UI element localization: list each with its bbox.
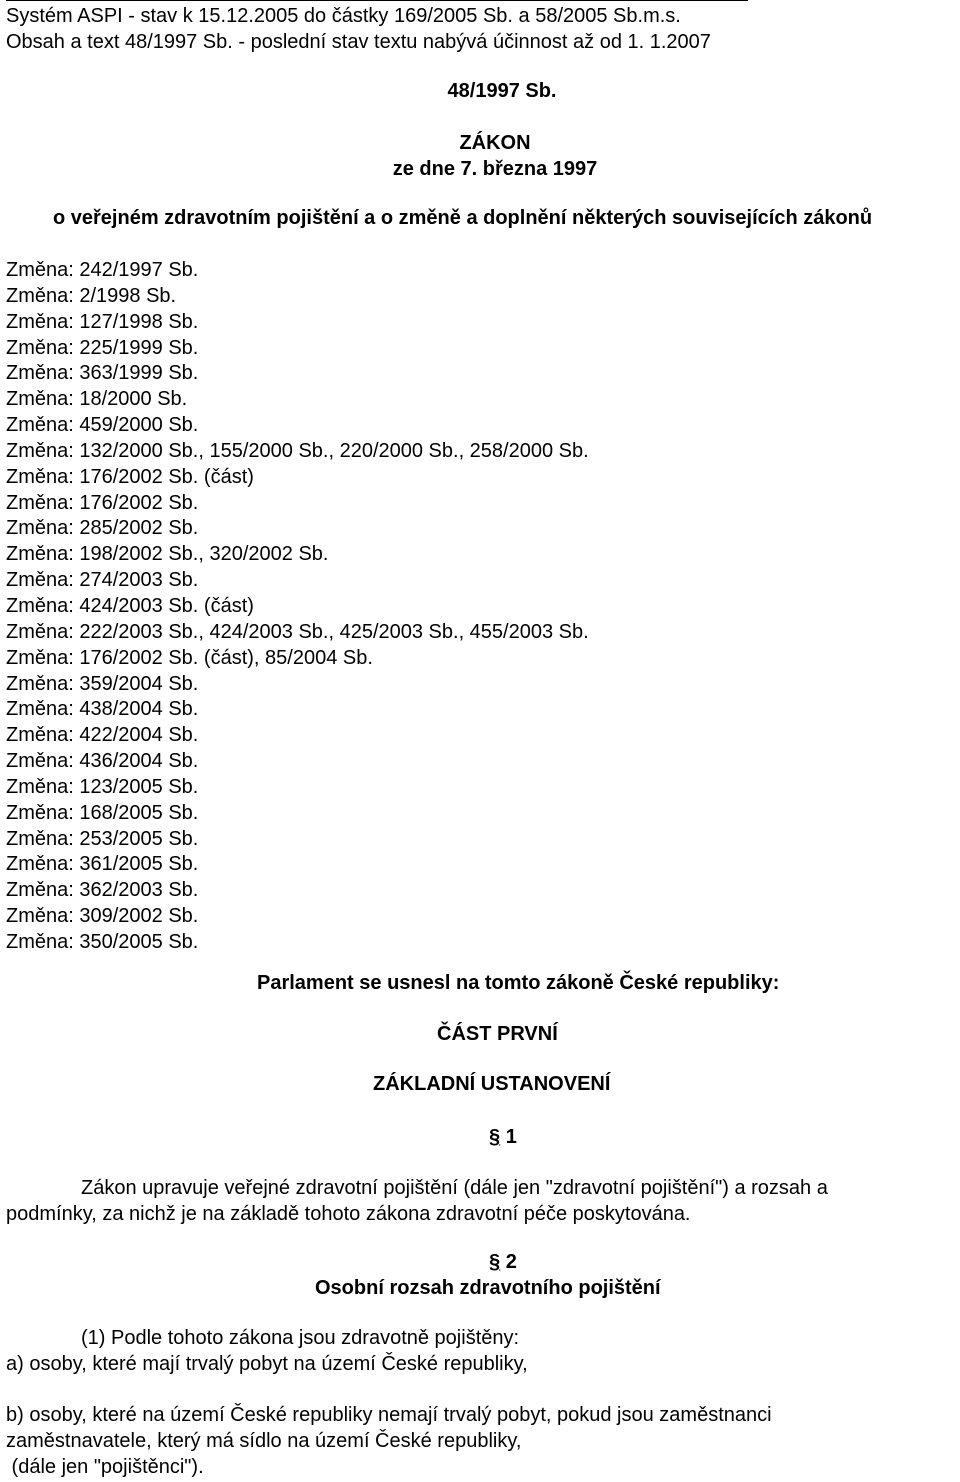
change-item: Změna: 168/2005 Sb. (6, 801, 199, 824)
change-item: Změna: 459/2000 Sb. (6, 414, 199, 437)
change-item: Změna: 176/2002 Sb. (část), 85/2004 Sb. (6, 646, 373, 669)
change-item: Změna: 18/2000 Sb. (6, 388, 188, 411)
section-2-item-b-line-2: zaměstnavatele, který má sídlo na území České republiky, (6, 1430, 522, 1452)
change-item: Změna: 309/2002 Sb. (6, 905, 199, 928)
changes-list (6, 258, 589, 956)
section-1-text-line-2: podmínky, za nichž je na základě tohoto zákona zdravotní péče poskytována. (6, 1203, 691, 1225)
change-item: Změna: 438/2004 Sb. (6, 698, 199, 721)
section-1-heading (489, 1125, 517, 1149)
section-1-text-line-1: Zákon upravuje veřejné zdravotní pojištění (dále jen "zdravotní pojištění") a rozsah a (81, 1177, 828, 1199)
change-item: Změna: 127/1998 Sb. (6, 310, 199, 333)
section-2-item-b-line-3: (dále jen "pojištěnci"). (6, 1456, 204, 1478)
change-item: Změna: 363/1999 Sb. (6, 362, 199, 385)
change-item: Změna: 222/2003 Sb., 424/2003 Sb., 425/2003 Sb., 455/2003 Sb. (6, 620, 589, 643)
preamble: Parlament se usnesl na tomto zákoně České republiky: (257, 972, 780, 994)
change-item: Změna: 285/2002 Sb. (6, 517, 199, 540)
header-line-1: Systém ASPI - stav k 15.12.2005 do částky 169/2005 Sb. a 58/2005 Sb.m.s. (6, 5, 681, 27)
section-2-heading (489, 1250, 517, 1274)
change-item: Změna: 253/2005 Sb. (6, 827, 199, 850)
section-symbol: § (489, 1126, 501, 1148)
change-item: Změna: 242/1997 Sb. (6, 259, 199, 281)
change-item: Změna: 176/2002 Sb. (6, 491, 199, 514)
change-item: Změna: 362/2003 Sb. (6, 879, 199, 902)
law-number: 48/1997 Sb. (447, 80, 557, 102)
change-item: Změna: 350/2005 Sb. (6, 930, 199, 953)
section-number: 1 (505, 1126, 517, 1148)
header-rule (6, 0, 748, 1)
part-label: ČÁST PRVNÍ (437, 1023, 558, 1045)
change-item: Změna: 274/2003 Sb. (6, 569, 199, 592)
section-2-item-a: a) osoby, které mají trvalý pobyt na území České republiky, (6, 1353, 528, 1375)
change-item: Změna: 359/2004 Sb. (6, 672, 199, 695)
change-item: Změna: 132/2000 Sb., 155/2000 Sb., 220/2000 Sb., 258/2000 Sb. (6, 439, 589, 462)
section-2-item-b-line-1: b) osoby, které na území České republiky nemají trvalý pobyt, pokud jsou zaměstnanci (6, 1404, 772, 1426)
section-number: 2 (505, 1251, 517, 1273)
change-item: Změna: 225/1999 Sb. (6, 336, 199, 359)
section-2-para-1: (1) Podle tohoto zákona jsou zdravotně pojištěny: (81, 1327, 520, 1349)
header-line-2: Obsah a text 48/1997 Sb. - poslední stav textu nabývá účinnost až od 1. 1.2007 (6, 31, 711, 53)
change-item: Změna: 2/1998 Sb. (6, 284, 177, 307)
law-date: ze dne 7. března 1997 (392, 158, 598, 180)
section-symbol: § (489, 1251, 501, 1273)
change-item: Změna: 422/2004 Sb. (6, 724, 199, 747)
change-item: Změna: 198/2002 Sb., 320/2002 Sb. (6, 543, 329, 566)
section-2-title: Osobní rozsah zdravotního pojištění (315, 1277, 661, 1299)
change-item: Změna: 436/2004 Sb. (6, 750, 199, 773)
change-item: Změna: 424/2003 Sb. (část) (6, 594, 254, 617)
change-item: Změna: 361/2005 Sb. (6, 853, 199, 876)
change-item: Změna: 123/2005 Sb. (6, 775, 199, 798)
law-title: o veřejném zdravotním pojištění a o změně a doplnění některých souvisejících zákonů (53, 207, 873, 229)
law-type: ZÁKON (459, 132, 531, 154)
part-title: ZÁKLADNÍ USTANOVENÍ (373, 1073, 611, 1095)
change-item: Změna: 176/2002 Sb. (část) (6, 465, 254, 488)
